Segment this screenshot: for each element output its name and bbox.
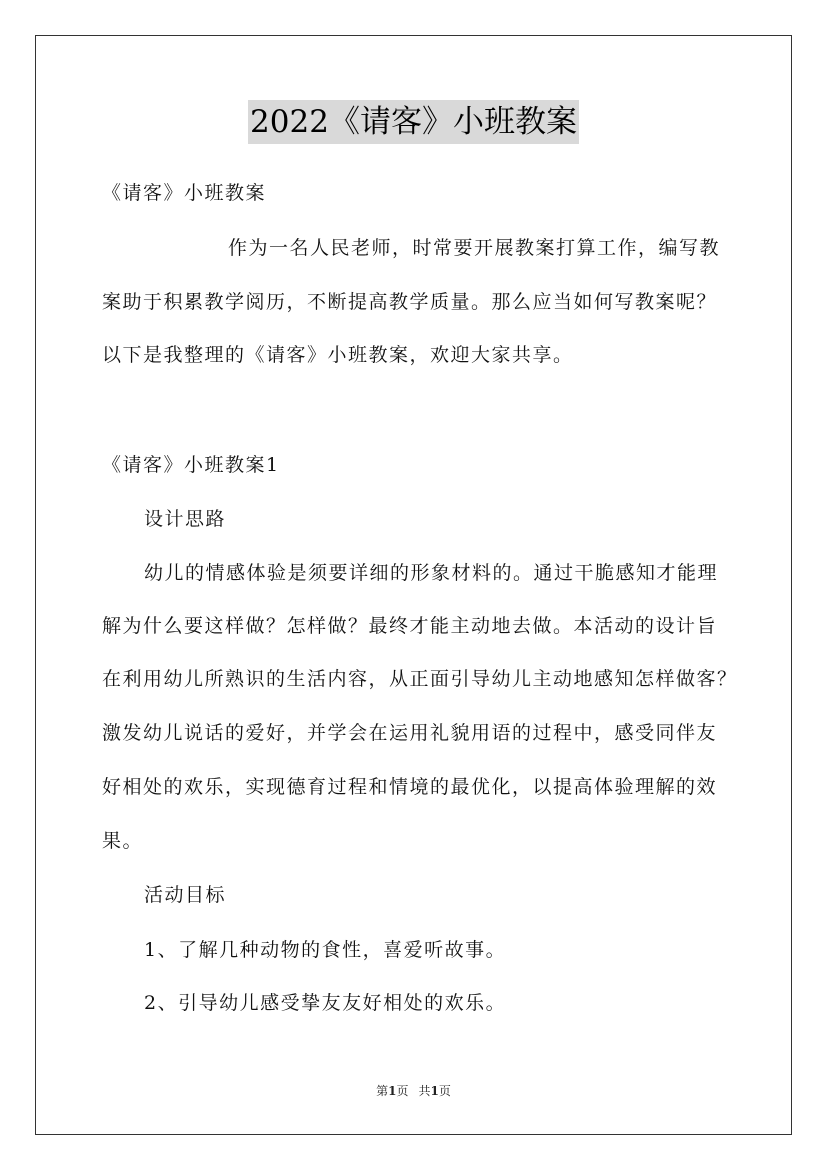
design-line-4: 激发幼儿说话的爱好，并学会在运用礼貌用语的过程中，感受同伴友 [102,722,718,744]
title-container [0,100,827,144]
footer-page-number: 1 [388,1084,397,1098]
design-line-5: 好相处的欢乐，实现德育过程和情境的最优化，以提高体验理解的效 [102,776,718,798]
intro-line-1: 作为一名人民老师，时常要开展教案打算工作，编写教 [228,237,721,259]
design-line-3: 在利用幼儿所熟识的生活内容，从正面引导幼儿主动地感知怎样做客？ [102,668,738,690]
goal-item-2: 2、引导幼儿感受挚友友好相处的欢乐。 [144,992,507,1014]
design-line-2: 解为什么要这样做？怎样做？最终才能主动地去做。本活动的设计旨 [102,615,718,637]
footer-page-suffix: 页 [396,1084,409,1098]
intro-line-3: 以下是我整理的《请客》小班教案，欢迎大家共享。 [102,344,574,366]
footer-total-number: 1 [430,1084,439,1098]
goal-item-1: 1、了解几种动物的食性，喜爱听故事。 [144,939,507,961]
section-title: 《请客》小班教案1 [102,454,280,476]
design-heading: 设计思路 [144,508,227,530]
footer-page-prefix: 第 [376,1084,389,1098]
design-line-6: 果。 [102,830,144,852]
intro-line-2: 案助于积累教学阅历，不断提高教学质量。那么应当如何写教案呢？ [102,291,718,313]
document-title: 2022《请客》小班教案 [248,100,579,144]
design-line-1: 幼儿的情感体验是须要详细的形象材料的。通过干脆感知才能理 [144,562,719,584]
document-subtitle: 《请客》小班教案 [102,182,267,204]
footer-total-suffix: 页 [438,1084,451,1098]
goals-heading: 活动目标 [144,884,227,906]
page-footer [0,1082,827,1100]
footer-total-prefix: 共 [418,1084,431,1098]
